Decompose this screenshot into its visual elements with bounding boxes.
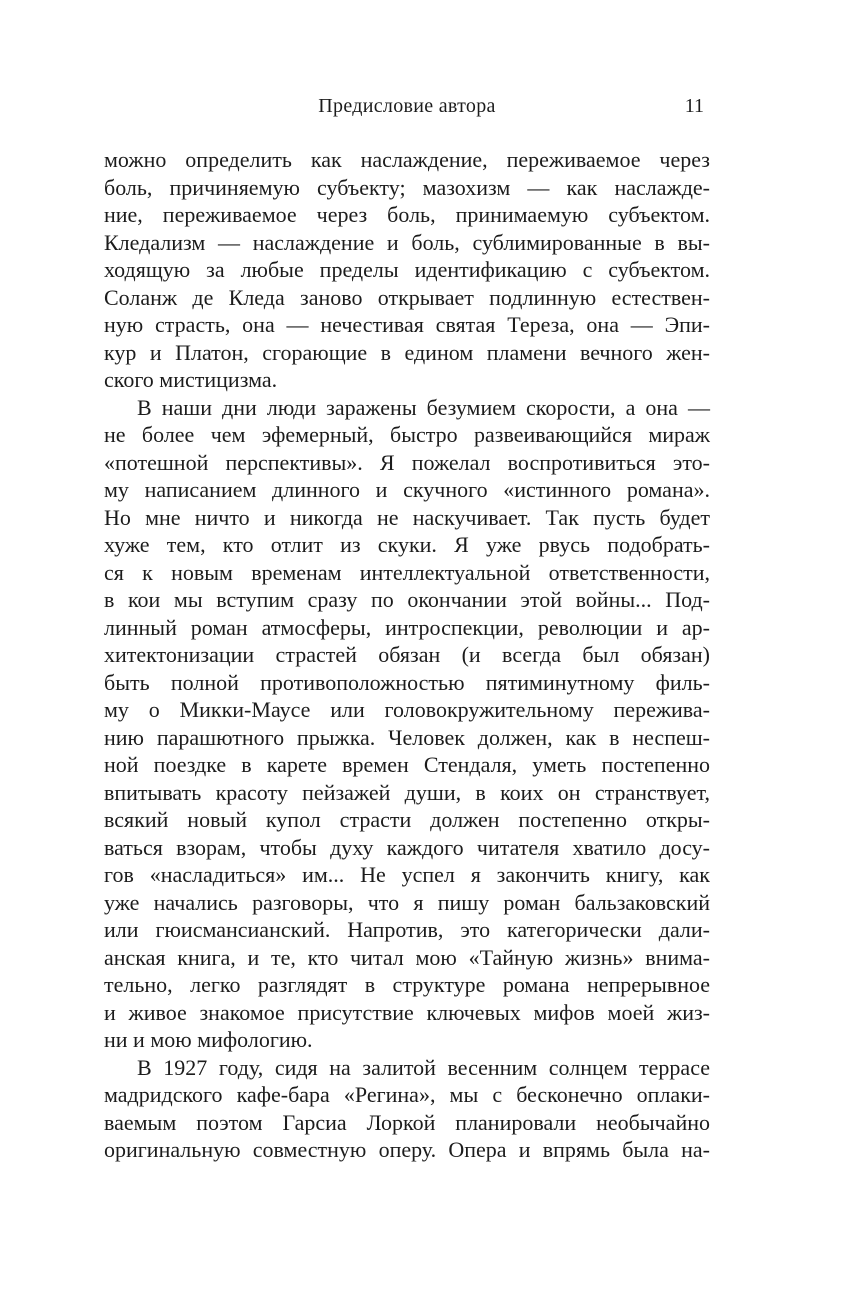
- text-line: «потешной перспективы». Я пожелал воспротивиться это-: [104, 449, 710, 475]
- page-number: 11: [684, 95, 704, 117]
- text-line: ходящую за любые пределы идентификацию с субъектом.: [104, 257, 710, 282]
- page-header: [104, 93, 710, 120]
- text-line: кур и Платон, сгорающие в едином пламени вечного жен-: [104, 339, 710, 365]
- text-line: ние, переживаемое через боль, принимаемую субъектом.: [104, 202, 710, 227]
- text-line: Но мне ничто и никогда не наскучивает. Так пусть будет: [104, 504, 710, 530]
- text-line: Соланж де Кледа заново открывает подлинную естествен-: [104, 284, 710, 310]
- body-text: [104, 146, 710, 1164]
- text-line: мадридского кафе-бара «Регина», мы с бесконечно оплаки-: [104, 1082, 710, 1107]
- text-line: му написанием длинного и скучного «истинного романа».: [104, 477, 710, 502]
- text-line: в кои мы вступим сразу по окончании этой войны... Под-: [104, 587, 710, 612]
- running-title: Предисловие автора: [318, 95, 496, 117]
- text-line: ваться взорам, чтобы духу каждого читателя хватило досу-: [104, 834, 710, 860]
- text-line: ваемым поэтом Гарсиа Лоркой планировали необычайно: [104, 1109, 710, 1135]
- text-line: ского мистицизма.: [104, 367, 278, 392]
- paragraph: [104, 394, 710, 1054]
- text-line: тельно, легко разглядят в структуре романа непрерывное: [104, 972, 710, 997]
- text-line: ся к новым временам интеллектуальной ответственности,: [104, 559, 710, 585]
- text-line: и живое знакомое присутствие ключевых мифов моей жиз-: [104, 999, 710, 1025]
- text-line: уже начались разговоры, что я пишу роман бальзаковский: [104, 889, 710, 915]
- paragraph: [104, 146, 710, 394]
- text-line: или гюисмансианский. Напротив, это категорически дали-: [104, 917, 710, 942]
- text-line: В наши дни люди заражены безумием скорости, а она —: [137, 394, 710, 420]
- text-line: гов «насладиться» им... Не успел я закончить книгу, как: [104, 862, 710, 887]
- text-line: анская книга, и те, кто читал мою «Тайную жизнь» внима-: [104, 944, 710, 970]
- text-line: му о Микки-Маусе или головокружительному пережива-: [104, 697, 710, 722]
- paragraph: [104, 1054, 710, 1164]
- text-line: Кледализм — наслаждение и боль, сублимированные в вы-: [104, 229, 710, 255]
- text-line: впитывать красоту пейзажей души, в коих он странствует,: [104, 779, 710, 805]
- text-line: хитектонизации страстей обязан (и всегда был обязан): [104, 642, 710, 667]
- text-line: оригинальную совместную оперу. Опера и впрямь была на-: [104, 1137, 710, 1162]
- text-line: линный роман атмосферы, интроспекции, революции и ар-: [104, 614, 710, 640]
- text-line: В 1927 году, сидя на залитой весенним солнцем террасе: [137, 1054, 710, 1080]
- text-line: нию парашютного прыжка. Человек должен, как в неспеш-: [104, 724, 710, 750]
- text-line: можно определить как наслаждение, переживаемое через: [104, 147, 710, 172]
- text-line: ной поездке в карете времен Стендаля, уметь постепенно: [104, 752, 710, 777]
- text-line: быть полной противоположностью пятиминутному филь-: [104, 669, 710, 695]
- text-line: хуже тем, кто отлит из скуки. Я уже рвусь подобрать-: [104, 532, 710, 557]
- text-line: боль, причиняемую субъекту; мазохизм — как наслажде-: [104, 174, 710, 200]
- text-line: ни и мою мифологию.: [104, 1027, 313, 1052]
- text-line: не более чем эфемерный, быстро развеивающийся мираж: [104, 422, 710, 447]
- text-line: ную страсть, она — нечестивая святая Тереза, она — Эпи-: [104, 312, 710, 337]
- text-line: всякий новый купол страсти должен постепенно откры-: [104, 807, 710, 832]
